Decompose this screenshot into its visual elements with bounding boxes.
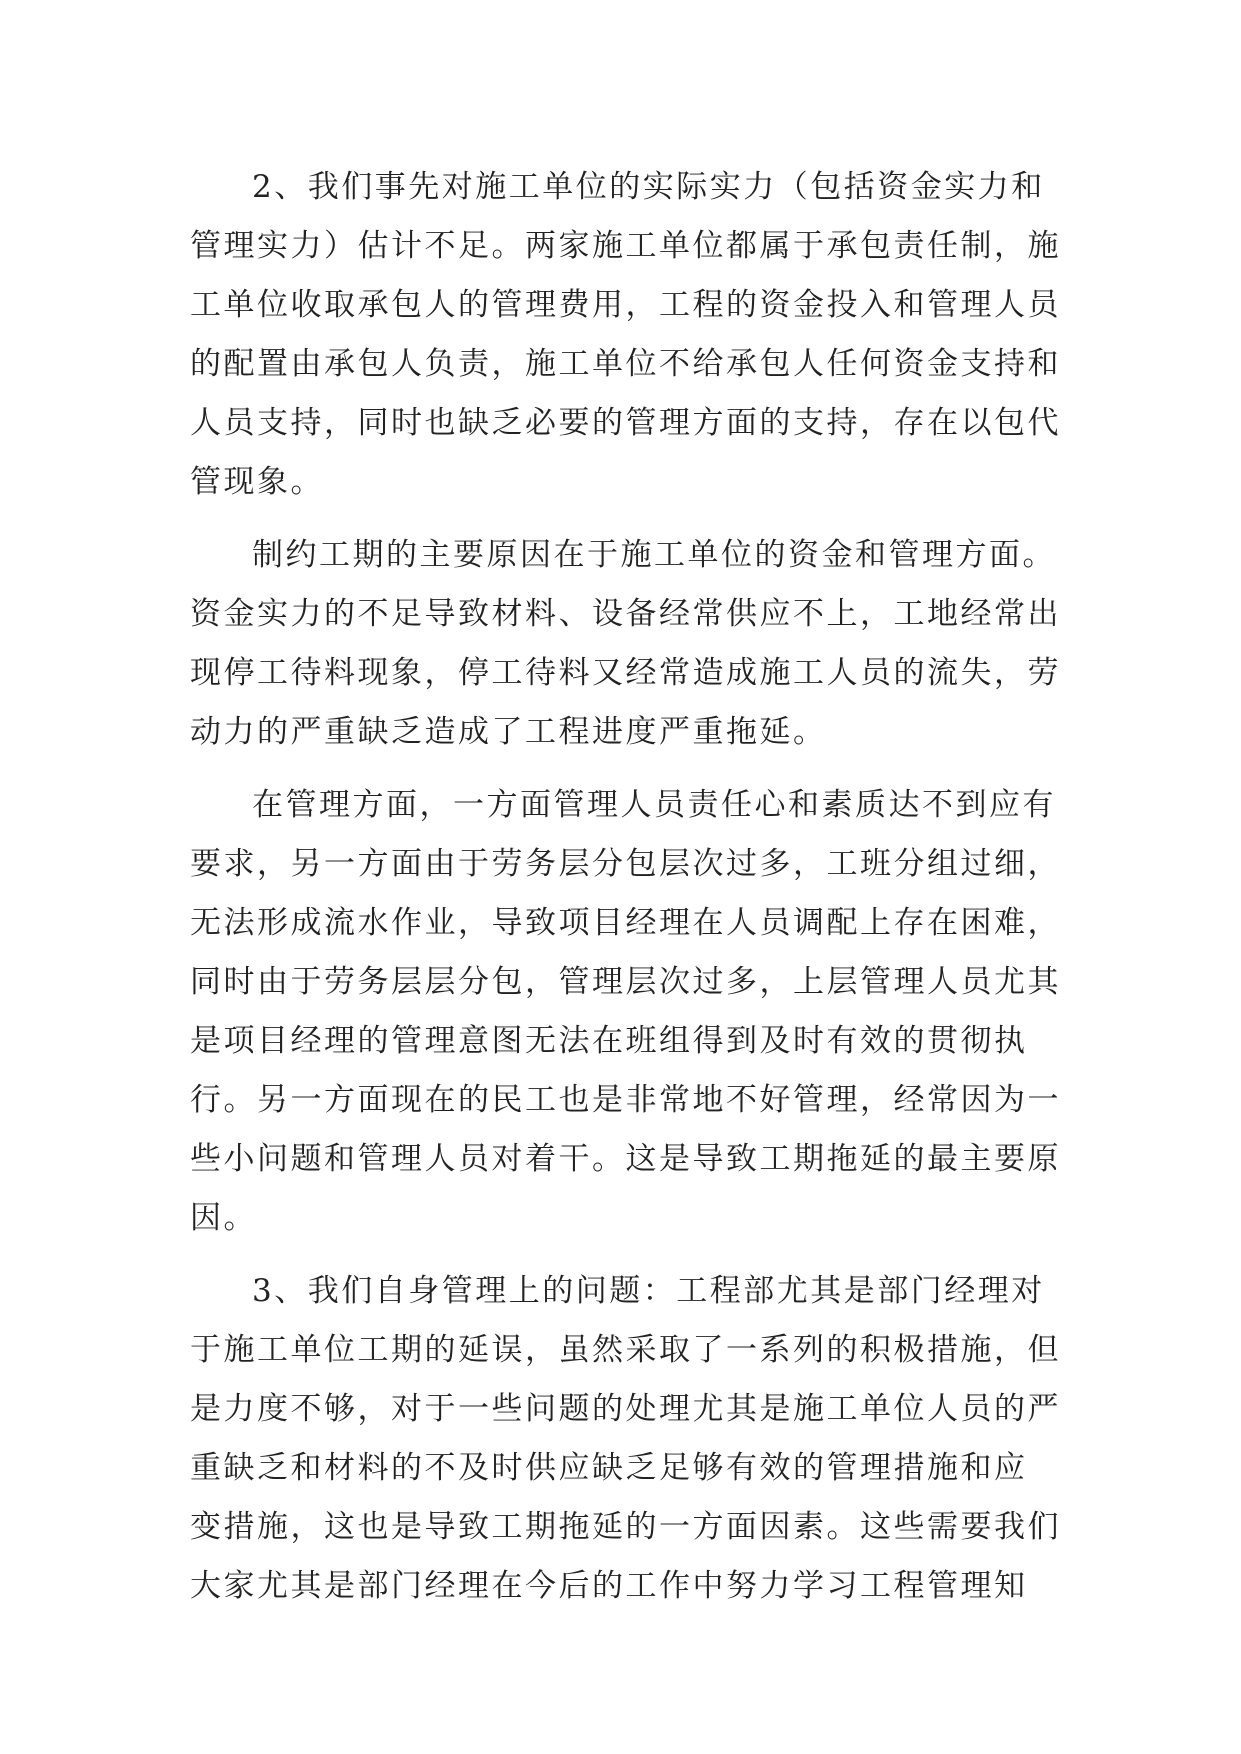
paragraph-line: 要求，另一方面由于劳务层分包层次过多，工班分组过细， — [190, 846, 1061, 882]
paragraph-line: 重缺乏和材料的不及时供应缺乏足够有效的管理措施和应 — [190, 1450, 1028, 1486]
paragraph-line: 2、我们事先对施工单位的实际实力（包括资金实力和 — [252, 169, 1045, 205]
paragraph-line: 大家尤其是部门经理在今后的工作中努力学习工程管理知 — [190, 1568, 1028, 1604]
paragraph-line: 3、我们自身管理上的问题：工程部尤其是部门经理对 — [252, 1273, 1045, 1309]
paragraph-1 — [190, 158, 1061, 512]
paragraph-line: 动力的严重缺乏造成了工程进度严重拖延。 — [190, 714, 827, 750]
paragraph-line: 资金实力的不足导致材料、设备经常供应不上，工地经常出 — [190, 596, 1061, 632]
paragraph-2 — [190, 526, 1061, 762]
paragraph-line: 的配置由承包人负责，施工单位不给承包人任何资金支持和 — [190, 346, 1061, 382]
paragraph-line: 于施工单位工期的延误，虽然采取了一系列的积极措施，但 — [190, 1332, 1061, 1368]
paragraph-line: 现停工待料现象，停工待料又经常造成施工人员的流失，劳 — [190, 655, 1061, 691]
document-body — [190, 158, 1061, 1616]
paragraph-line: 是项目经理的管理意图无法在班组得到及时有效的贯彻执 — [190, 1023, 1028, 1059]
paragraph-line: 制约工期的主要原因在于施工单位的资金和管理方面。 — [252, 537, 1056, 573]
paragraph-4 — [190, 1262, 1061, 1616]
paragraph-line: 管现象。 — [190, 464, 324, 500]
paragraph-line: 在管理方面，一方面管理人员责任心和素质达不到应有 — [252, 787, 1056, 823]
paragraph-line: 因。 — [190, 1200, 257, 1236]
paragraph-line: 变措施，这也是导致工期拖延的一方面因素。这些需要我们 — [190, 1509, 1061, 1545]
paragraph-line: 是力度不够，对于一些问题的处理尤其是施工单位人员的严 — [190, 1391, 1061, 1427]
paragraph-line: 同时由于劳务层层分包，管理层次过多，上层管理人员尤其 — [190, 964, 1061, 1000]
paragraph-line: 些小问题和管理人员对着干。这是导致工期拖延的最主要原 — [190, 1141, 1061, 1177]
paragraph-line: 无法形成流水作业，导致项目经理在人员调配上存在困难， — [190, 905, 1061, 941]
paragraph-line: 人员支持，同时也缺乏必要的管理方面的支持，存在以包代 — [190, 405, 1061, 441]
paragraph-line: 工单位收取承包人的管理费用，工程的资金投入和管理人员 — [190, 287, 1061, 323]
paragraph-line: 行。另一方面现在的民工也是非常地不好管理，经常因为一 — [190, 1082, 1061, 1118]
paragraph-3 — [190, 776, 1061, 1248]
paragraph-line: 管理实力）估计不足。两家施工单位都属于承包责任制，施 — [190, 228, 1061, 264]
